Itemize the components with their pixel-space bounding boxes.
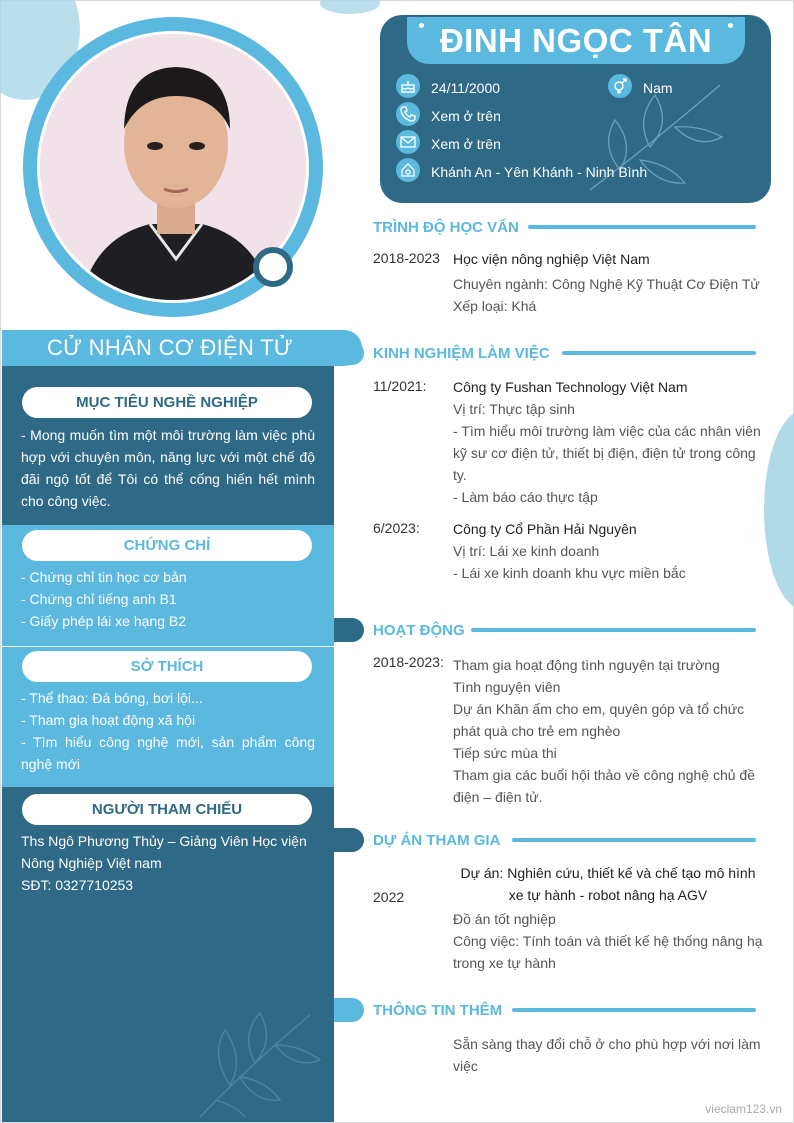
job-line: Vị trí: Lái xe kinh doanh — [453, 543, 600, 559]
reference-phone: SĐT: 0327710253 — [21, 877, 134, 893]
references-heading: NGƯỜI THAM CHIẾU — [22, 794, 312, 825]
job-line: - Lái xe kinh doanh khu vực miền bắc — [453, 565, 686, 581]
hobbies-list — [21, 687, 315, 775]
job-line: - Làm báo cáo thực tập — [453, 489, 598, 505]
education-heading: TRÌNH ĐỘ HỌC VẤN — [373, 219, 519, 236]
projects-heading: DỰ ÁN THAM GIA — [373, 832, 501, 849]
activities-period: 2018-2023: — [373, 654, 444, 670]
activities-tab — [334, 618, 364, 642]
experience-heading: KINH NGHIỆM LÀM VIỆC — [373, 345, 550, 362]
certificates-list — [21, 566, 315, 632]
certificate-item: - Giấy phép lái xe hạng B2 — [21, 613, 186, 629]
job-details — [453, 540, 763, 584]
decor-dot — [419, 23, 424, 28]
job-title: CỬ NHÂN CƠ ĐIỆN TỬ — [46, 335, 293, 360]
certificate-item: - Chứng chỉ tiếng anh B1 — [21, 591, 177, 607]
education-grade: Xếp loại: Khá — [453, 298, 537, 314]
education-school: Học viện nông nghiệp Việt Nam — [453, 251, 650, 267]
project-line: Đồ án tốt nghiệp — [453, 911, 556, 927]
education-details — [453, 273, 763, 317]
objective-heading: MỤC TIÊU NGHỀ NGHIỆP — [22, 387, 312, 418]
project-title: Dự án: Nghiên cứu, thiết kế và chế tạo mô hình xe tự hành - robot nâng hạ AGV — [460, 865, 756, 903]
extra-text: Sẵn sàng thay đổi chỗ ở cho phù hợp với nơi làm việc — [453, 1036, 761, 1074]
job-title-band — [2, 330, 362, 366]
activity-line: Tiếp sức mùa thi — [453, 745, 557, 761]
job-line: - Tìm hiểu môi trường làm việc của các nhân viên kỹ sư cơ điện tử, thiết bị điện, điện tử trong công ty. — [453, 423, 761, 483]
avatar-accent-dot — [253, 247, 293, 287]
birthdate: 24/11/2000 — [431, 80, 501, 96]
projects-rule — [512, 838, 756, 842]
job-details — [453, 398, 763, 508]
project-details — [453, 908, 763, 974]
job-company: Công ty Fushan Technology Việt Nam — [453, 379, 688, 395]
activity-line: Tình nguyện viên — [453, 679, 561, 695]
projects-tab — [334, 828, 364, 852]
experience-tab — [334, 341, 364, 365]
watermark: vieclam123.vn — [705, 1102, 782, 1116]
decor-dot — [728, 23, 733, 28]
job-company: Công ty Cổ Phần Hải Nguyên — [453, 521, 637, 537]
job-line: Vị trí: Thực tập sinh — [453, 401, 575, 417]
activity-line: Tham gia các buổi hội thảo về công nghệ chủ đề điện – điện tử. — [453, 767, 755, 805]
references-text — [21, 830, 315, 896]
gender: Nam — [643, 80, 673, 96]
leaf-decoration-icon — [180, 1005, 330, 1120]
extra-rule — [512, 1008, 756, 1012]
activity-line: Tham gia hoạt động tình nguyện tại trường — [453, 657, 720, 673]
phone-icon — [396, 102, 420, 126]
extra-tab — [334, 998, 364, 1022]
objective-text: - Mong muốn tìm một môi trường làm việc phù hợp với chuyên môn, năng lực với một chế độ đãi ngộ tốt để Tôi có thể cống hiến hết mình cho công việc. — [21, 427, 315, 509]
address: Khánh An - Yên Khánh - Ninh Bình — [431, 164, 648, 180]
activities-details — [453, 654, 763, 808]
candidate-name — [407, 17, 745, 64]
job-date: 11/2021: — [373, 378, 427, 394]
education-major: Chuyên ngành: Công Nghệ Kỹ Thuật Cơ Điện Tử — [453, 276, 760, 292]
location-icon — [396, 158, 420, 182]
hobby-item: - Tham gia hoạt động xã hội — [21, 712, 196, 728]
education-rule — [528, 225, 756, 229]
activity-line: Dự án Khăn ấm cho em, quyên góp và tổ chức phát quà cho trẻ em nghèo — [453, 701, 745, 739]
certificates-heading: CHỨNG CHỈ — [22, 530, 312, 561]
reference-person: Ths Ngô Phương Thủy – Giảng Viên Học viện Nông Nghiệp Việt nam — [21, 833, 307, 871]
hobbies-heading: SỞ THÍCH — [22, 651, 312, 682]
cake-icon — [396, 74, 420, 98]
hobby-item: - Thể thao: Đá bóng, bơi lội... — [21, 690, 203, 706]
phone: Xem ở trên — [431, 108, 501, 124]
gender-icon — [608, 74, 632, 98]
hobby-item: - Tìm hiểu công nghệ mới, sản phẩm công nghệ mới — [21, 734, 315, 772]
experience-rule — [562, 351, 756, 355]
extra-heading: THÔNG TIN THÊM — [373, 1002, 503, 1019]
activities-heading: HOẠT ĐỘNG — [373, 622, 465, 639]
activities-rule — [471, 628, 756, 632]
project-line: Công việc: Tính toán và thiết kế hệ thống nâng hạ trong xe tự hành — [453, 933, 763, 971]
candidate-name-text: ĐINH NGỌC TÂN — [439, 22, 713, 59]
job-date: 6/2023: — [373, 520, 420, 536]
project-year: 2022 — [373, 889, 405, 905]
education-period: 2018-2023 — [373, 250, 440, 266]
mail-icon — [396, 130, 420, 154]
email: Xem ở trên — [431, 136, 501, 152]
sidebar-divider — [2, 646, 334, 647]
certificate-item: - Chứng chỉ tin học cơ bản — [21, 569, 187, 585]
